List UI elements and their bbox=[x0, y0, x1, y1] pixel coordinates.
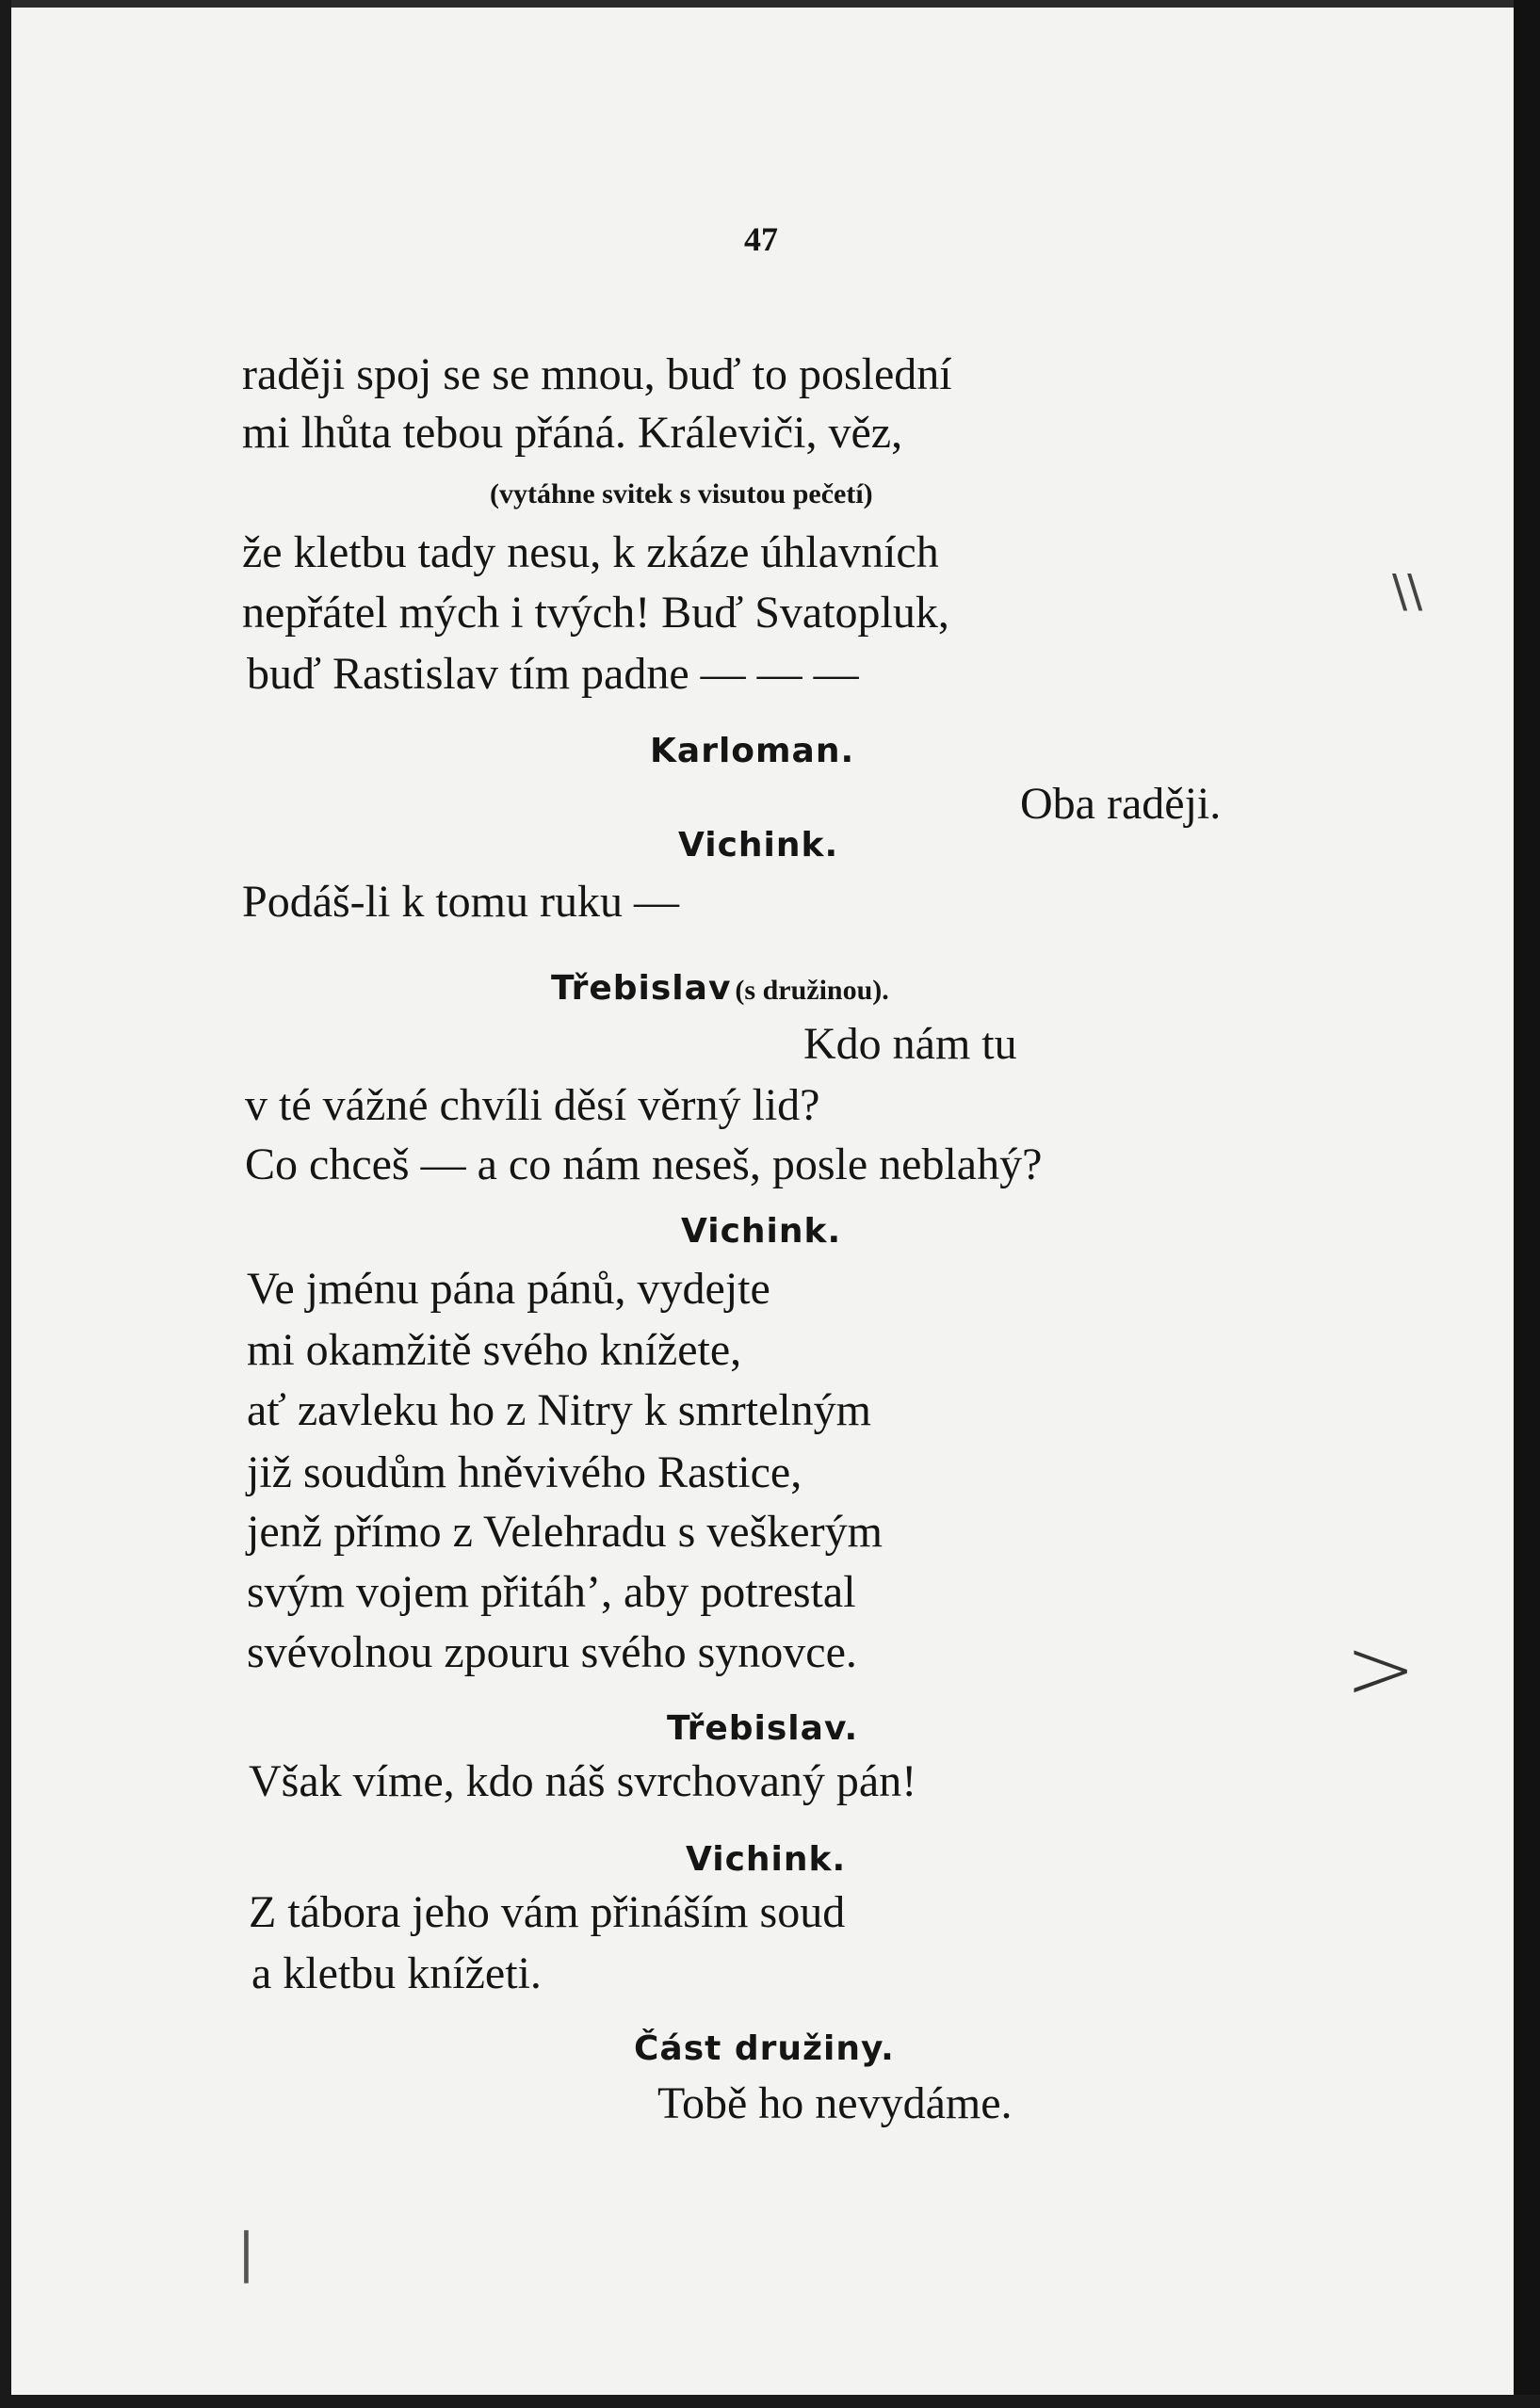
verse-line: jenž přímo z Velehradu s veškerým bbox=[247, 1507, 883, 1557]
speaker-name: Třebislav bbox=[551, 969, 732, 1008]
verse-line: ať zavleku ho z Nitry k smrtelným bbox=[247, 1385, 871, 1435]
speaker-name: Část družiny. bbox=[634, 2029, 895, 2068]
verse-line: že kletbu tady nesu, k zkáze úhlavních bbox=[242, 527, 939, 577]
scan-border-bottom bbox=[0, 2395, 1540, 2408]
margin-pencil-mark: \\ bbox=[1392, 565, 1423, 618]
speaker-name: Třebislav. bbox=[667, 1709, 859, 1748]
stage-direction: (s družinou). bbox=[735, 975, 889, 1006]
verse-line: Ve jménu pána pánů, vydejte bbox=[247, 1264, 770, 1314]
page-number: 47 bbox=[744, 220, 778, 258]
margin-pencil-mark: | bbox=[237, 2222, 255, 2284]
speaker-name: Vichink. bbox=[678, 826, 839, 865]
stage-direction: (vytáhne svitek s visutou pečetí) bbox=[490, 478, 873, 509]
speaker-name: Vichink. bbox=[686, 1840, 847, 1879]
verse-line: Co chceš — a co nám neseš, posle neblahý? bbox=[245, 1139, 1043, 1189]
scan-border-right bbox=[1514, 0, 1540, 2408]
speaker-line bbox=[551, 969, 889, 1008]
verse-line: již soudům hněvivého Rastice, bbox=[247, 1447, 802, 1497]
margin-bracket-mark: > bbox=[1345, 1620, 1417, 1719]
verse-line: Tobě ho nevydáme. bbox=[657, 2078, 1013, 2128]
speaker-name: Karloman. bbox=[650, 732, 855, 770]
verse-line: Z tábora jeho vám přináším soud bbox=[249, 1887, 846, 1937]
verse-line: svým vojem přitáh’, aby potrestal bbox=[247, 1567, 856, 1617]
verse-line: raději spoj se se mnou, buď to poslední bbox=[242, 349, 952, 399]
verse-line: a kletbu knížeti. bbox=[251, 1948, 542, 1998]
scan-border-left bbox=[0, 0, 11, 2408]
verse-line: mi lhůta tebou přáná. Králeviči, věz, bbox=[242, 408, 903, 458]
verse-line: v té vážné chvíli děsí věrný lid? bbox=[245, 1080, 820, 1130]
verse-line: buď Rastislav tím padne — — — bbox=[247, 649, 859, 699]
scan-border-top bbox=[0, 0, 1540, 8]
verse-line: Oba raději. bbox=[1020, 779, 1222, 829]
verse-line: nepřátel mých i tvých! Buď Svatopluk, bbox=[242, 588, 949, 638]
verse-line: Však víme, kdo náš svrchovaný pán! bbox=[249, 1756, 917, 1806]
verse-line: mi okamžitě svého knížete, bbox=[247, 1325, 742, 1375]
verse-line: svévolnou zpouru svého synovce. bbox=[247, 1627, 857, 1677]
verse-line: Kdo nám tu bbox=[803, 1019, 1017, 1069]
verse-line: Podáš-li k tomu ruku — bbox=[242, 877, 679, 927]
speaker-name: Vichink. bbox=[681, 1212, 842, 1251]
